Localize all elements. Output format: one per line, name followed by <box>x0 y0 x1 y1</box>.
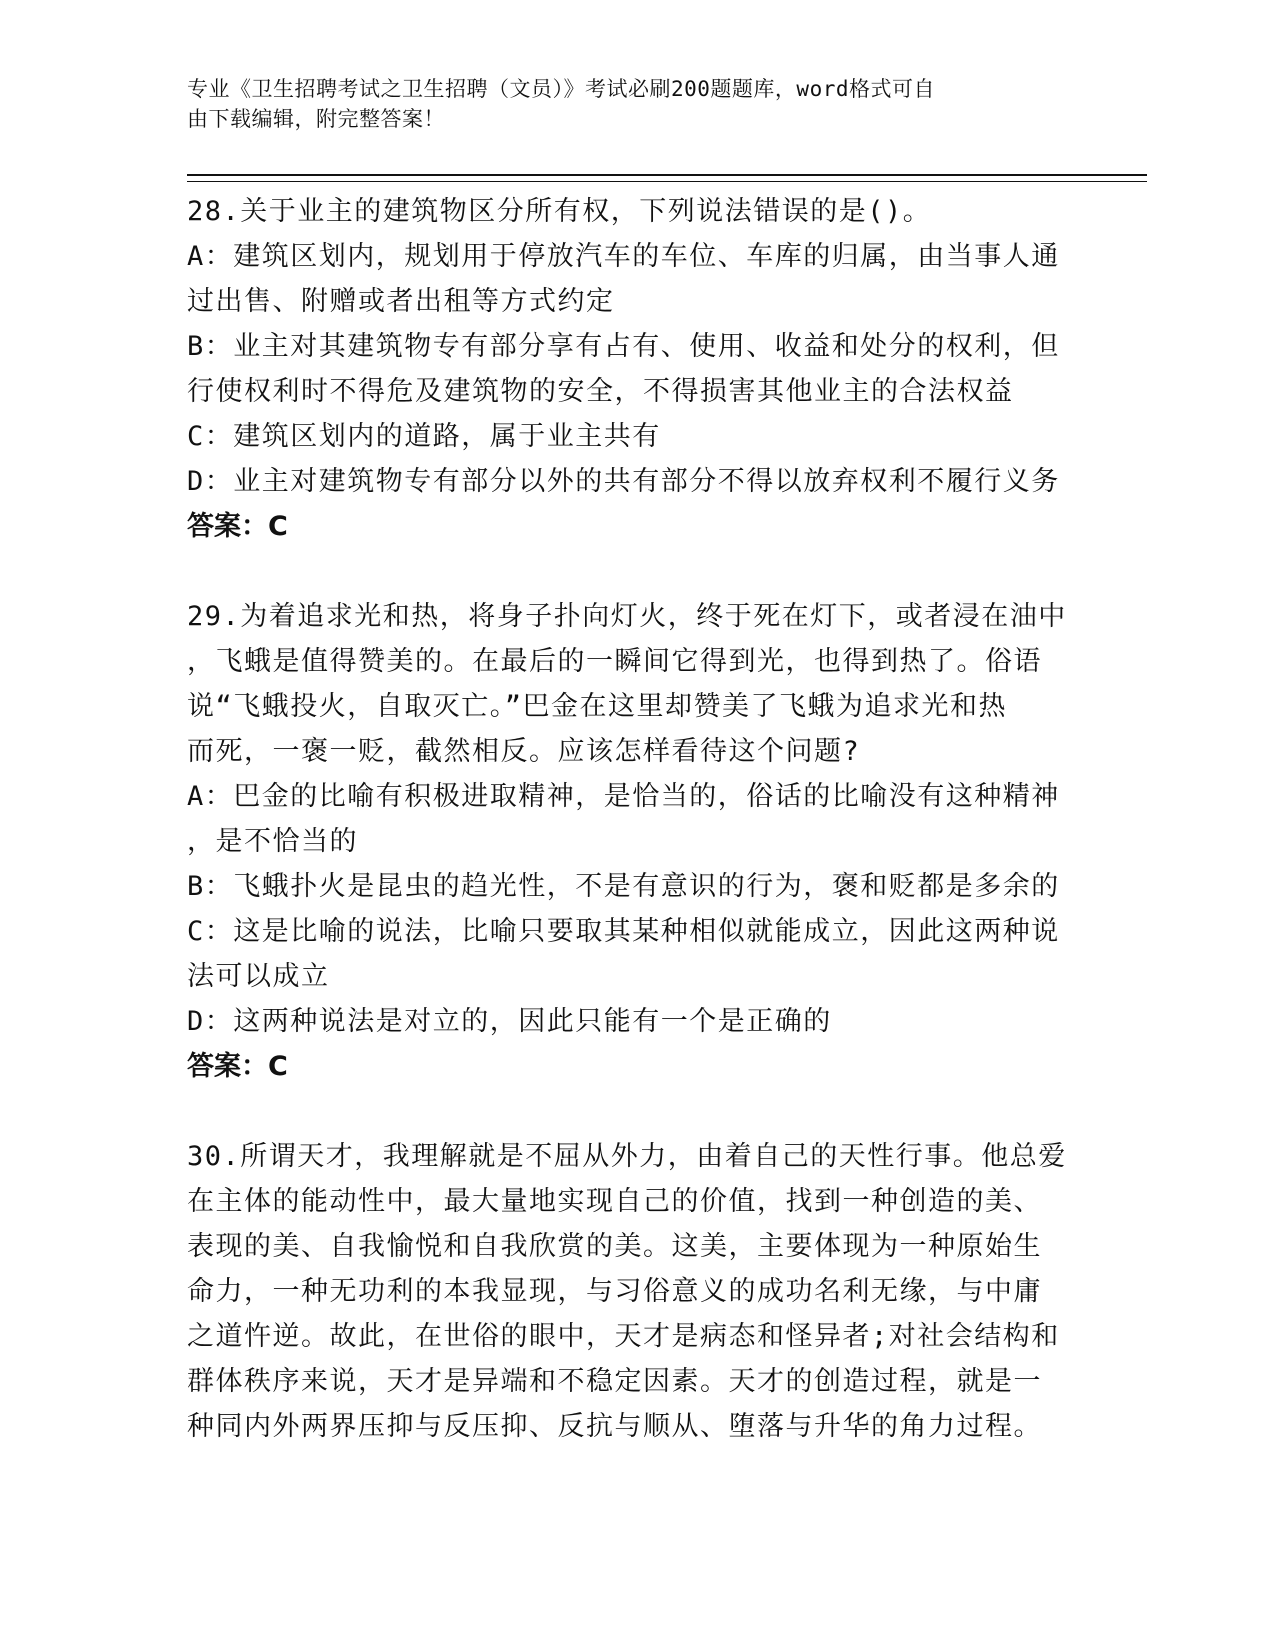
header-rule-thin <box>187 181 1147 182</box>
option-b: 行使权利时不得危及建筑物的安全，不得损害其他业主的合法权益 <box>187 376 1014 407</box>
header-rule-thick <box>187 174 1147 176</box>
spacer <box>187 1089 1067 1134</box>
question-text: 30.所谓天才，我理解就是不屈从外力，由着自己的天性行事。他总爱 <box>187 1141 1067 1172</box>
page-header <box>187 74 1067 134</box>
header-line: 由下载编辑，附完整答案！ <box>187 107 445 131</box>
option-c: C：这是比喻的说法，比喻只要取其某种相似就能成立，因此这两种说 <box>187 916 1060 947</box>
option-d: D：业主对建筑物专有部分以外的共有部分不得以放弃权利不履行义务 <box>187 466 1060 497</box>
question-text: 29.为着追求光和热，将身子扑向灯火，终于死在灯下，或者浸在油中 <box>187 601 1067 632</box>
question-list <box>187 189 1067 1449</box>
option-b: B：飞蛾扑火是昆虫的趋光性，不是有意识的行为，褒和贬都是多余的 <box>187 871 1060 902</box>
question-text: 之道忤逆。故此，在世俗的眼中，天才是病态和怪异者;对社会结构和 <box>187 1321 1060 1352</box>
question-text: 群体秩序来说，天才是异端和不稳定因素。天才的创造过程，就是一 <box>187 1366 1042 1397</box>
question-text: ，飞蛾是值得赞美的。在最后的一瞬间它得到光，也得到热了。俗语 <box>187 646 1042 677</box>
question-text: 种同内外两界压抑与反压抑、反抗与顺从、堕落与升华的角力过程。 <box>187 1411 1042 1442</box>
question-text: 在主体的能动性中，最大量地实现自己的价值，找到一种创造的美、 <box>187 1186 1042 1217</box>
question-text: 28.关于业主的建筑物区分所有权，下列说法错误的是()。 <box>187 196 932 227</box>
option-a: A：建筑区划内，规划用于停放汽车的车位、车库的归属，由当事人通 <box>187 241 1060 272</box>
answer-label: 答案：C <box>187 1051 288 1082</box>
question-text: 而死，一褒一贬，截然相反。应该怎样看待这个问题? <box>187 736 861 767</box>
header-line: 专业《卫生招聘考试之卫生招聘（文员）》考试必刷200题题库，word格式可自 <box>187 77 935 101</box>
question-28 <box>187 189 1067 549</box>
question-text: 命力，一种无功利的本我显现，与习俗意义的成功名利无缘，与中庸 <box>187 1276 1042 1307</box>
question-text: 表现的美、自我愉悦和自我欣赏的美。这美，主要体现为一种原始生 <box>187 1231 1042 1262</box>
question-30 <box>187 1134 1067 1449</box>
spacer <box>187 549 1067 594</box>
option-c: C：建筑区划内的道路，属于业主共有 <box>187 421 661 452</box>
option-a: A：巴金的比喻有积极进取精神，是恰当的，俗话的比喻没有这种精神 <box>187 781 1060 812</box>
question-text: 说“飞蛾投火，自取灭亡。”巴金在这里却赞美了飞蛾为追求光和热 <box>187 691 1008 722</box>
answer-label: 答案：C <box>187 511 288 542</box>
option-a: 过出售、附赠或者出租等方式约定 <box>187 286 615 317</box>
option-a: ，是不恰当的 <box>187 826 358 857</box>
option-c: 法可以成立 <box>187 961 330 992</box>
option-b: B：业主对其建筑物专有部分享有占有、使用、收益和处分的权利，但 <box>187 331 1060 362</box>
option-d: D：这两种说法是对立的，因此只能有一个是正确的 <box>187 1006 832 1037</box>
question-29 <box>187 594 1067 1089</box>
